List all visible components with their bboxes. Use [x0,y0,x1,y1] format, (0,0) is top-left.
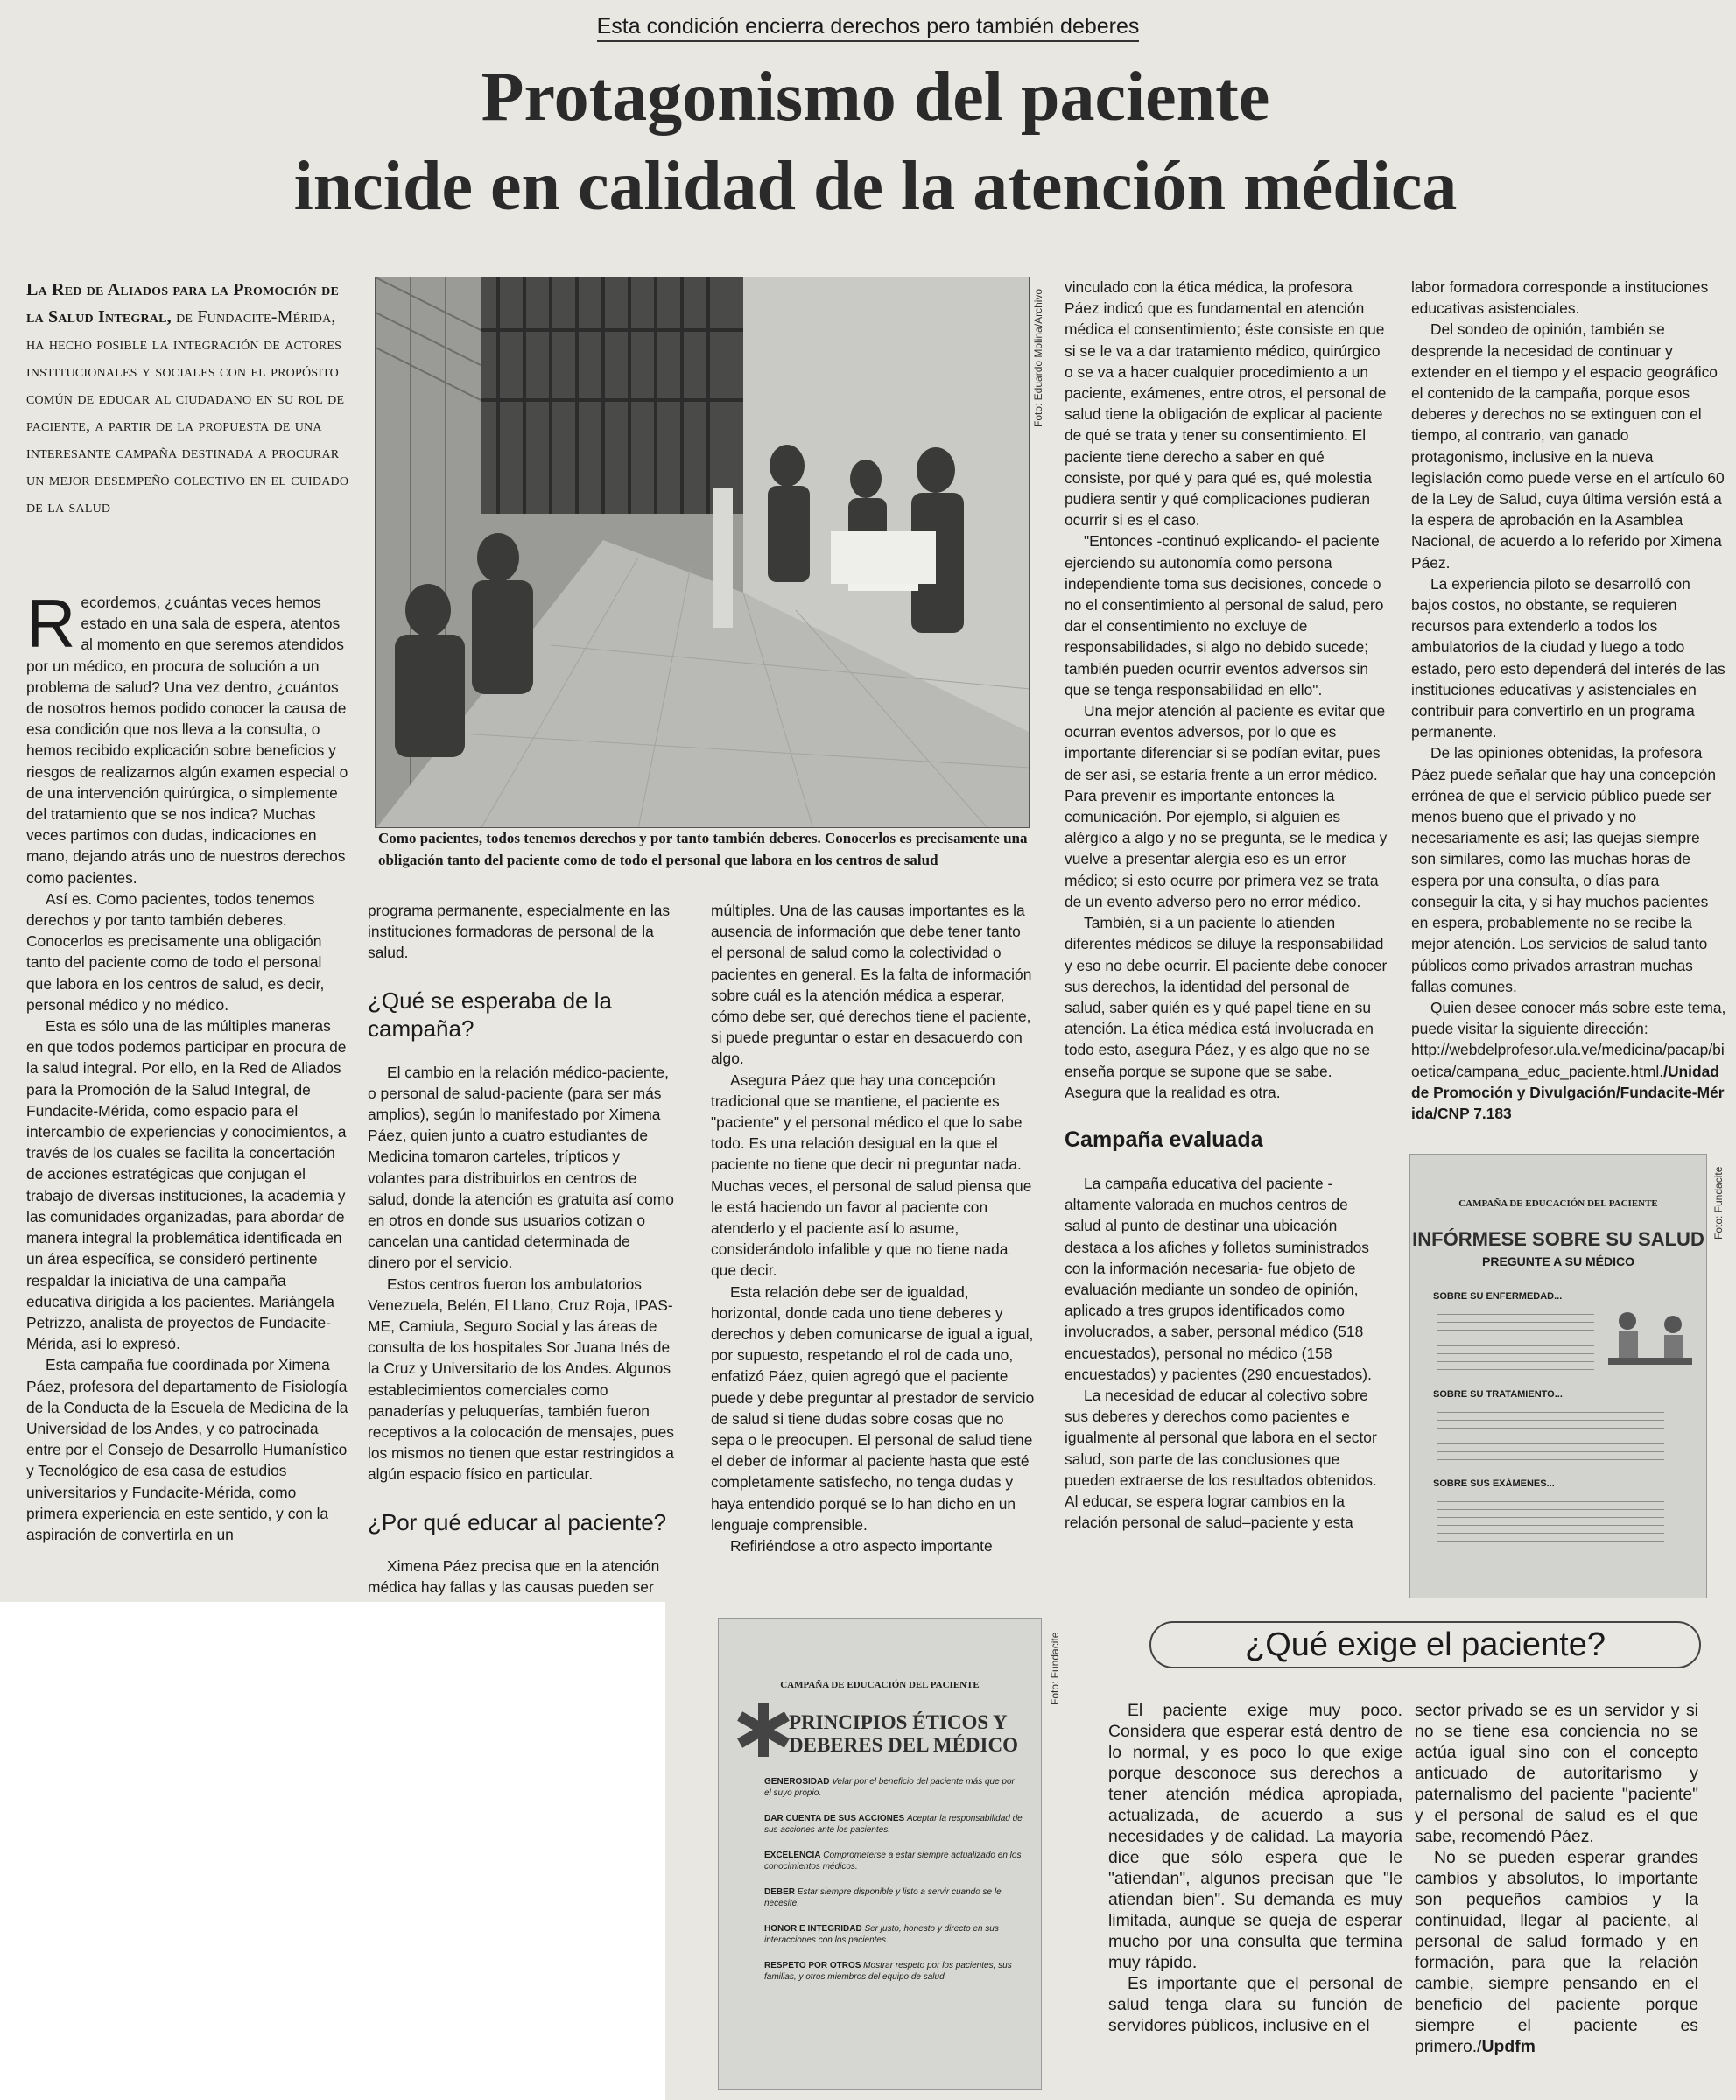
subheading: ¿Qué se esperaba de la campaña? [368,987,612,1042]
principle-item [764,1923,1023,1946]
article-column-1 [26,585,348,1545]
lead-paragraph [26,277,352,521]
principle-item [764,1886,1023,1909]
poster-principios [718,1618,1042,2090]
poster-fine-print [1437,1494,1664,1556]
headline-line-1: Protagonismo del paciente [481,59,1270,136]
poster-principles-list [764,1776,1023,1983]
paragraph: La campaña educativa del paciente - altamente valorada en muchos centros de salud al punto de destinar una ubicación destaca a los afiches y folletos suministrados con la información necesaria- fue objeto de evaluación mediante un sondeo de opinión, aplicado a tres grupos identificados como involucrados, a saber, personal médico (518 encuestados), personal no médico (158 encuestados) y pacientes (290 encuestados). [1065,1174,1372,1383]
poster-section: SOBRE SU TRATAMIENTO... [1433,1389,1563,1400]
paragraph: Esta es sólo una de las múltiples maneras en que todos podemos participar en procura de la salud integral. Por ello, en la Red de Aliados para la Promoción de la Salud Integral, de Fundacite-Mérida, como espacio para el intercambio de experiencias y conocimientos, a través de los cuales se facilita la concertación de acciones estratégicas que conjugan el trabajo de diversas instituciones, la academia y las comunidades organizadas, para abordar de manera integral la problemática identificada en un área específica, se consideró pertinente respaldar la iniciativa de una campaña educativa dirigida a los pacientes. Mariángela Petrizzo, analista de proyectos de Fundacite-Mérida, así lo expresó. [26,1017,347,1353]
principle-name: DEBER [764,1887,796,1897]
paragraph: Ximena Páez precisa que en la atención médica hay fallas y las causas pueden ser [368,1556,660,1596]
star-of-life-icon [733,1699,794,1760]
paragraph: Así es. Como pacientes, todos tenemos derechos y por tanto también deberes. Conocerlos es precisamente una obligación tanto del paciente como de todo el personal que labora en los centros de salud, es decir, personal médico y no médico. [26,889,325,1014]
principle-text: Velar por el beneficio del paciente más que por el suyo propio. [764,1777,1015,1798]
paragraph: También, si a un paciente lo atienden diferentes médicos se diluye la responsabilidad y eso no debe ocurrir. El paciente debe conocer sus derechos, la identidad del personal de salud, saber quién es y qué papel tiene en su atención. La ética médica está involucrada en todo esto, asegura Páez, y es algo que no se enseña porque se supone que se sabe. Asegura que la realidad es otra. [1065,914,1388,1101]
poster-header: CAMPAÑA DE EDUCACIÓN DEL PACIENTE [780,1680,980,1690]
paragraph: Del sondeo de opinión, también se desprende la necesidad de continuar y extender en el tiempo y el espacio geográfico el contenido de la campaña, porque esos deberes y derechos no se extinguen con el tiempo, al contrario, van ganado protagonismo, inclusive en la nueva legislación como puede verse en el artículo 60 de la Ley de Salud, cuya última versión está a la espera de aprobación en la Asamblea Nacional, de acuerdo a lo referido por Ximena Páez. [1411,320,1725,572]
paragraph: Esta relación debe ser de igualdad, horizontal, donde cada uno tiene deberes y derechos y deben comunicarse de igual a igual, por supuesto, respetando el rol de cada uno, enfatizó Páez, quien agregó que el paciente puede y debe preguntar al prestador de servicio de salud si tiene dudas sobre cosas que no sepa o le preocupen. El personal de salud tiene el deber de informar al paciente hasta que esté completamente satisfecho, no tenga dudas y haya entendido porqué se lo han dicho en un lenguaje comprensible. [711,1282,1035,1534]
paragraph: Refiriéndose a otro aspecto importante [730,1537,993,1556]
paragraph: De las opiniones obtenidas, la profesora Páez puede señalar que hay una concepción errónea de que el servicio público puede ser menos bueno que el privado y no necesariamente es así; las quejas siempre son similares, como las muchas horas de espera por una consulta, o días para conseguir la cita, y si hay muchos pacientes en espera, probablemente no se recibe la mejor atención. Los servicios de salud tanto públicos como privados arrastran muchas fallas comunes. [1411,744,1717,995]
principle-text: Comprometerse a estar siempre actualizado en los conocimientos médicos. [764,1851,1022,1872]
doctor-patient-icon [1601,1303,1697,1382]
kicker [0,14,1736,39]
box-title: ¿Qué exige el paciente? [1149,1621,1701,1668]
principle-name: RESPETO POR OTROS [764,1961,861,1970]
photo-illustration [376,277,1030,828]
paragraph: "Entonces -continuó explicando- el paciente ejerciendo su autonomía como persona independiente toma sus decisiones, concede o no el consentimiento al personal de salud, pero dar el consentimiento no excluye de responsabilidades, si algo no debido sucede; también pueden ocurrir eventos adversos sin que se tenga responsabilidad en ello". [1065,532,1384,699]
principle-name: HONOR E INTEGRIDAD [764,1924,862,1934]
source-link-paragraph [1411,1039,1728,1124]
paragraph [1415,1847,1698,2057]
paragraph: Esta campaña fue coordinada por Ximena Páez, profesora del departamento de Fisiología de la Conducta de la Escuela de Medicina de la Universidad de los Andes, y co patrocinada entre por el Consejo de Desarrollo Humanístico y Tecnológico de esa casa de estudios universitarios y Fundacite-Mérida, como primera experiencia en este sentido, y con la aspiración de convertirla en un [26,1356,348,1543]
poster-subtitle: PREGUNTE A SU MÉDICO [1482,1254,1634,1268]
principle-text: Estar siempre disponible y listo a servir cuando se le necesite. [764,1887,1002,1908]
subheading: Campaña evaluada [1065,1127,1263,1152]
paragraph: Quien desee conocer más sobre este tema, puede visitar la siguiente dirección: [1411,998,1726,1038]
principle-item [764,1960,1023,1983]
subheading: ¿Por qué educar al paciente? [368,1508,667,1535]
drop-cap: R [26,585,76,662]
article-column-5 [1411,277,1728,1124]
principle-text: Aceptar la responsabilidad de sus acciones ante los pacientes. [764,1814,1023,1835]
principle-text: Mostrar respeto por los pacientes, sus familias, y otros miembros del equipo de salud. [764,1961,1012,1982]
poster-title: PRINCIPIOS ÉTICOS Y [789,1711,1008,1733]
principle-name: DAR CUENTA DE SUS ACCIONES [764,1814,905,1823]
paragraph-text: ecordemos, ¿cuántas veces hemos estado en una sala de espera, atentos al momento en que seremos atendidos por un médico, en procura de solución a un problema de salud? Una vez dentro, ¿cuántos de nosotros hemos podido conocer la causa de esa condición que nos lleva a la consulta, o hemos recibido explicación sobre beneficios y riesgos de realizarnos algún examen especial o de una intervención quirúrgica, o simplemente del tratamiento que se nos indica? Muchas veces partimos con dudas, indicaciones en mano, dejando atrás uno de nuestros derechos como pacientes. [26,593,348,887]
paragraph: La experiencia piloto se desarrolló con bajos costos, no obstante, se requieren recursos para extenderlo a todos los ambulatorios de la ciudad y luego a todo estado, pero esto dependerá del interés de las instituciones educativas y asistenciales en contribuir para convertirlo en un programa permanente. [1411,574,1725,741]
principle-item [764,1850,1023,1872]
poster-fine-print [1437,1307,1594,1377]
paragraph: programa permanente, especialmente en las instituciones formadoras de personal de la salud. [368,902,671,962]
lead-bold: La Red de Aliados para la Promoción de la Salud Integral, [26,280,340,327]
source-url[interactable]: http://webdelprofesor.ula.ve/medicina/pacap/bioetica/campana_educ_paciente.html. [1411,1041,1725,1080]
poster-informese [1409,1154,1707,1598]
poster-credit: Foto: Fundacite [1049,1632,1061,1705]
photo-caption: Como pacientes, todos tenemos derechos y por tanto también deberes. Conocerlos es precisamente una obligación tanto del paciente como de todo el personal que labora en los centros de salud [378,830,1028,868]
signature: Updfm [1481,2037,1536,2056]
paragraph: Asegura Páez que hay una concepción tradicional que se mantiene, el paciente es "paciente" y el personal médico el que lo sabe todo. Es una relación desigual en la que el paciente no tiene que decir ni preguntar nada. Muchas veces, el personal de salud piensa que le está haciendo un favor al paciente con atenderlo y el paciente así lo asume, considerándolo infalible y que no tiene nada que decir. [711,1071,1032,1280]
paragraph: sector privado se es un servidor y si no se tiene esa conciencia no se actúa igual sino con el concepto anticuado de autoritarismo y paternalismo del paciente "paciente" y el personal de salud es el que sabe, recomendó Páez. [1415,1701,1698,1846]
principle-name: GENEROSIDAD [764,1777,830,1787]
principle-name: EXCELENCIA [764,1851,821,1860]
poster-credit: Foto: Fundacite [1712,1166,1725,1240]
box-column-1 [1108,1700,1402,2036]
paragraph: Es importante que el personal de salud tenga clara su función de servidores públicos, inclusive en el [1108,1974,1402,2035]
paragraph: vinculado con la ética médica, la profesora Páez indicó que es fundamental en atención médica el consentimiento; éste consiste en que si se le va a dar tratamiento médico, quirúrgico o se va a hacer cualquier procedimiento a un paciente, exámenes, entre otros, el personal de salud tiene la obligación de explicar al paciente de qué se trata y tener su consentimiento. El paciente tiene derecho a saber en qué consiste, por qué y para qué es, qué molestia pudiera sentir y qué complicaciones pudieran ocurrir si es el caso. [1065,278,1387,530]
headline [53,53,1698,231]
poster-header: CAMPAÑA DE EDUCACIÓN DEL PACIENTE [1458,1198,1658,1209]
principle-item [764,1813,1023,1836]
paragraph-text: No se pueden esperar grandes cambios y absolutos, lo importante son pequeños cambios y la continuidad, llegar al paciente, al personal de salud formado y en formación, para que la relación cambie, siempre pensando en el beneficio del paciente porque siempre el paciente es primero./ [1415,1848,1698,2056]
paragraph: El cambio en la relación médico-paciente, o personal de salud-paciente (para ser más amplios), según lo manifestado por Ximena Páez, quien junto a cuatro estudiantes de Medicina tomaron carteles, trípticos y volantes para distribuirlos en centros de salud, donde la atención es gratuita así como en otros en donde sus usuarios cotizan o cancelan una cantidad determinada de dinero por el servicio. [368,1063,674,1272]
article-column-4 [1065,277,1388,1533]
kicker-text: Esta condición encierra derechos pero también deberes [597,14,1140,42]
paragraph: El paciente exige muy poco. Considera que esperar está dentro de lo normal, y es poco lo que exige porque desconoce sus derechos a tener atención médica apropiada, actualizada, de acuerdo a sus necesidades y de calidad. La mayoría dice que sólo espera que le "atiendan", algunos precisan que "le atiendan bien". Su demanda es muy limitada, aunque se queja de esperar mucho por una consulta que termina muy rápido. [1108,1701,1402,1972]
paragraph: múltiples. Una de las causas importantes es la ausencia de información que debe tener tanto el personal de salud como la colectividad o pacientes en general. Es la falta de información sobre cuál es la atención médica a esperar, cómo debe ser, qué derechos tiene el paciente, si puede preguntar o estar en desacuerdo con algo. [711,902,1032,1068]
paragraph: Una mejor atención al paciente es evitar que ocurran eventos adversos, por lo que es importante diferenciar si se podían evitar, pues de ser así, se estaría frente a un error médico. Para prevenir es importante entonces la comunicación. Por ejemplo, si alguien es alérgico a algo y no se pregunta, se le medica y vuelve a presentar alergia eso es un error médico; si esto ocurre por primera vez se trata de un evento adverso pero no error médico. [1065,702,1388,910]
poster-section: SOBRE SUS EXÁMENES... [1433,1478,1555,1489]
waiting-room-photo [375,277,1030,828]
paragraph: labor formadora corresponde a instituciones educativas asistenciales. [1411,278,1709,318]
poster-fine-print [1437,1405,1664,1466]
box-column-2 [1415,1700,1698,2057]
signature: /Unidad de Promoción y Divulgación/Fundacite-Mérida/CNP 7.183 [1411,1062,1725,1122]
paragraph: La necesidad de educar al colectivo sobre sus deberes y derechos como pacientes e igualmente al personal que labora en el sector salud, son parte de las conclusiones que pueden extraerse de los resultados obtenidos. Al educar, se espera lograr cambios en la relación personal de salud–paciente y esta [1065,1386,1377,1532]
article-column-3 [711,900,1035,1556]
headline-line-2: incide en calidad de la atención médica [293,148,1458,225]
principle-item [764,1776,1023,1799]
photo-credit: Foto: Eduardo Molina/Archivo [1032,288,1044,427]
paragraph: Estos centros fueron los ambulatorios Venezuela, Belén, El Llano, Cruz Roja, IPAS-ME, Camiula, Seguro Social y las áreas de consulta de los hospitales Sor Juana Inés de la Cruz y Universitario de los Andes. Algunos establecimientos comerciales como panaderías y peluquerías, también fueron receptivos a la colocación de mensajes, pues los mismos no tienen que estar restringidos a algún espacio físico en particular. [368,1275,674,1484]
lead-text: de Fundacite-Mérida, ha hecho posible la integración de actores institucionales y sociales con el propósito común de educar al ciudadano en su rol de paciente, a partir de la propuesta de una interesante campaña destinada a procurar un mejor desempeño colectivo en el cuidado de la salud [26,307,349,516]
poster-section: SOBRE SU ENFERMEDAD... [1433,1291,1563,1302]
paragraph [26,585,348,888]
principle-text: Ser justo, honesto y directo en sus interacciones con los pacientes. [764,1924,999,1945]
poster-title: DEBERES DEL MÉDICO [789,1734,1019,1756]
poster-title: INFÓRMESE SOBRE SU SALUD [1412,1228,1704,1250]
article-column-2 [368,900,676,1598]
